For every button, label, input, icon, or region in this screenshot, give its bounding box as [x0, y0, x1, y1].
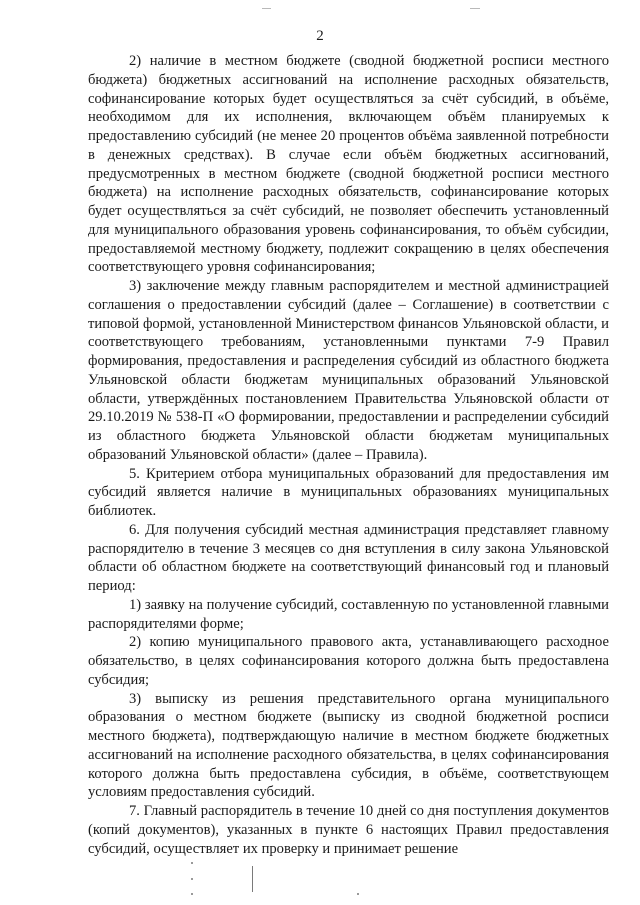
paragraph-selection-criterion: 5. Критерием отбора муниципальных образований для предоставления им субсидий является наличие в муниципальных образованиях муниципальных библиотек.: [88, 465, 609, 519]
scan-artifact: [470, 8, 480, 9]
scan-artifact: [191, 862, 193, 864]
scan-artifact: [252, 866, 253, 892]
paragraph-submission: 6. Для получения субсидий местная администрация представляет главному распорядителю в течение 3 месяцев со дня вступления в силу закона Ульяновской области об областном бюджете на соответствующий финансовый год и плановый период:: [88, 521, 609, 594]
paragraph-budget-allocation: 2) наличие в местном бюджете (сводной бюджетной росписи местного бюджета) бюджетных ассигнований на исполнение расходных обязательств, софинансирование которых будет осуществляться за счёт субсидий, в объёме, необходимом для их исполнения, включающем объём планируемых к предоставлению субсидий (не менее 20 процентов объёма заявленной потребности в денежных средствах). В случае если объём бюджетных ассигнований, предусмотренных в местном бюджете (сводной бюджетной росписи местного бюджета) на исполнение расходных обязательств, софинансирование которых будет осуществляться за счёт субсидий, не позволяет обеспечить установленный для муниципального образования уровень софинансирования, то объём субсидии, предоставляемой местному бюджету, подлежит сокращению в целях обеспечения соответствующего уровня софинансирования;: [88, 53, 609, 276]
paragraph-application: 1) заявку на получение субсидий, составленную по установленной главными распорядителями форме;: [88, 596, 609, 632]
scan-artifact: [191, 893, 193, 895]
scan-artifact: [191, 878, 193, 880]
paragraph-budget-extract: 3) выписку из решения представительного органа муниципального образования о местном бюджете (выписку из сводной бюджетной росписи местного бюджета), подтверждающую наличие в местном бюджете бюджетных ассигнований на исполнение расходного обязательства, в целях софинансирования которого должна быть предоставлена субсидия, в объёме, соответствующем условиям предоставления субсидий.: [88, 690, 609, 801]
document-body: [88, 52, 609, 858]
scan-artifact: [357, 893, 359, 895]
page-number: 2: [316, 28, 324, 44]
scan-artifact: [262, 8, 271, 9]
paragraph-agreement: 3) заключение между главным распорядителем и местной администрацией соглашения о предоставлении субсидий (далее – Соглашение) в соответствии с типовой формой, установленной Министерством финансов Ульяновской области, и соответствующего требованиям, установленными пунктами 7-9 Правил формирования, предоставления и распределения субсидий из областного бюджета Ульяновской области бюджетам муниципальных образований Ульяновской области, утверждённых постановлением Правительства Ульяновской области от 29.10.2019 № 538-П «О формировании, предоставлении и распределении субсидий из областного бюджета Ульяновской области бюджетам муниципальных образований Ульяновской области» (далее – Правила).: [88, 278, 609, 463]
paragraph-review: 7. Главный распорядитель в течение 10 дней со дня поступления документов (копий документов), указанных в пункте 6 настоящих Правил предоставления субсидий, осуществляет их проверку и принимает решение: [88, 803, 609, 857]
paragraph-legal-act-copy: 2) копию муниципального правового акта, устанавливающего расходное обязательство, в целях софинансирования которого должна быть предоставлена субсидия;: [88, 634, 609, 688]
